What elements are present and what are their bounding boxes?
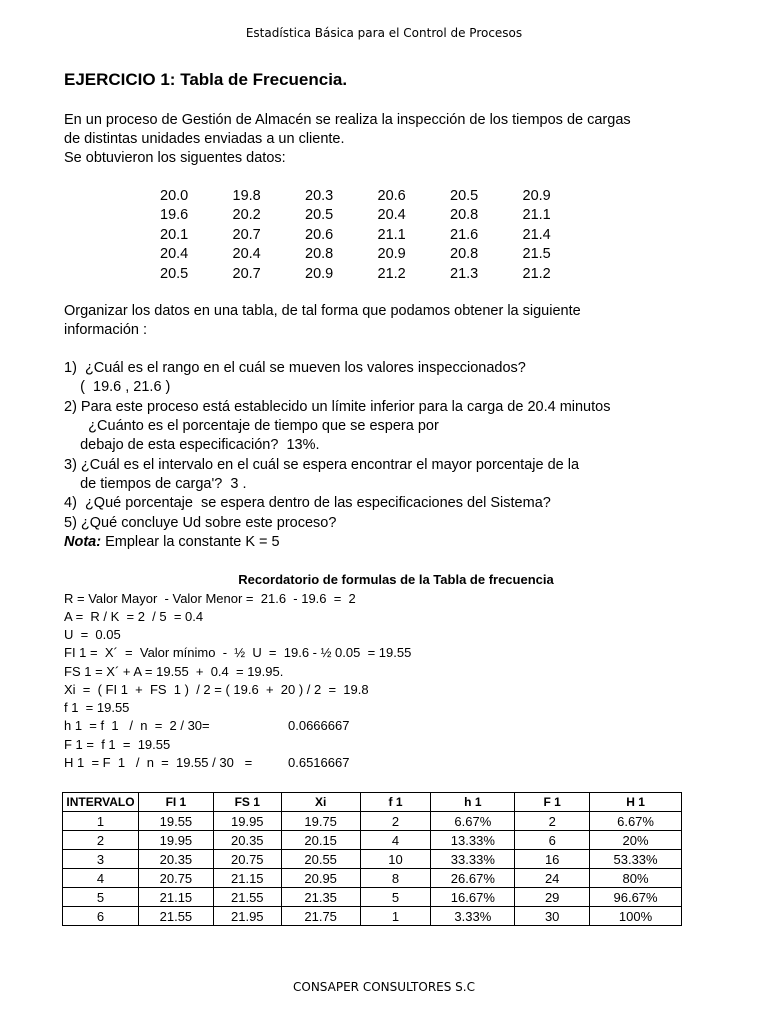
column-header: Xi bbox=[281, 793, 360, 812]
data-cell: 20.6 bbox=[305, 226, 334, 243]
column-header: H 1 bbox=[590, 793, 682, 812]
data-cell: 20.4 bbox=[232, 246, 261, 263]
data-cell: 20.3 bbox=[305, 188, 334, 204]
intro-line-1: En un proceso de Gestión de Almacén se realiza la inspección de los tiempos de cargas bbox=[64, 112, 631, 128]
table-cell: 20.95 bbox=[281, 869, 360, 888]
table-cell: 4 bbox=[360, 831, 431, 850]
table-cell: 20.55 bbox=[281, 850, 360, 869]
table-cell: 2 bbox=[360, 812, 431, 831]
table-cell: 19.95 bbox=[213, 812, 281, 831]
data-cell: 20.1 bbox=[160, 226, 189, 243]
column-header: f 1 bbox=[360, 793, 431, 812]
column-header: FI 1 bbox=[138, 793, 213, 812]
table-cell: 20% bbox=[590, 831, 682, 850]
table-cell: 21.95 bbox=[213, 907, 281, 926]
table-cell: 33.33% bbox=[431, 850, 515, 869]
data-cell: 21.1 bbox=[522, 207, 551, 224]
table-row bbox=[63, 812, 682, 831]
frequency-table bbox=[62, 792, 682, 926]
table-cell: 20.15 bbox=[281, 831, 360, 850]
table-cell: 16 bbox=[515, 850, 590, 869]
data-cell: 20.5 bbox=[450, 188, 479, 204]
data-cell: 20.7 bbox=[232, 265, 261, 282]
table-cell: 26.67% bbox=[431, 869, 515, 888]
data-grid bbox=[160, 187, 595, 284]
data-cell: 20.8 bbox=[305, 246, 334, 263]
table-cell: 6 bbox=[63, 907, 139, 926]
table-cell: 21.15 bbox=[138, 888, 213, 907]
table-cell: 20.35 bbox=[138, 850, 213, 869]
organize-line-1: Organizar los datos en una tabla, de tal forma que podamos obtener la siguiente bbox=[64, 303, 581, 319]
table-cell: 8 bbox=[360, 869, 431, 888]
nota-line bbox=[64, 533, 280, 552]
table-row bbox=[63, 907, 682, 926]
formula-line: FS 1 = X´ + A = 19.55 + 0.4 = 19.95. bbox=[64, 664, 284, 679]
column-header: h 1 bbox=[431, 793, 515, 812]
data-cell: 21.2 bbox=[377, 265, 406, 282]
table-cell: 10 bbox=[360, 850, 431, 869]
formula-line: f 1 = 19.55 bbox=[64, 700, 130, 715]
table-cell: 96.67% bbox=[590, 888, 682, 907]
organize-line-2: información : bbox=[64, 322, 148, 338]
table-cell: 6 bbox=[515, 831, 590, 850]
question-line: 2) Para este proceso está establecido un límite inferior para la carga de 20.4 minutos bbox=[64, 399, 611, 415]
page-footer: CONSAPER CONSULTORES S.C bbox=[293, 980, 475, 994]
data-cell: 19.8 bbox=[232, 188, 261, 204]
table-cell: 6.67% bbox=[431, 812, 515, 831]
table-cell: 1 bbox=[360, 907, 431, 926]
data-cell: 20.8 bbox=[450, 246, 479, 263]
formula-line: R = Valor Mayor - Valor Menor = 21.6 - 19.6 = 2 bbox=[64, 591, 356, 606]
table-cell: 21.55 bbox=[213, 888, 281, 907]
formula-value: 0.6516667 bbox=[288, 755, 350, 770]
data-cell: 20.2 bbox=[232, 207, 261, 224]
data-cell: 20.6 bbox=[377, 188, 406, 204]
intro-line-3: Se obtuvieron los siguentes datos: bbox=[64, 150, 286, 166]
question-line: debajo de esta especificación? 13%. bbox=[64, 437, 320, 453]
table-header-row bbox=[63, 793, 682, 812]
table-cell: 19.95 bbox=[138, 831, 213, 850]
data-cell: 21.1 bbox=[377, 226, 406, 243]
nota-text: Emplear la constante K = 5 bbox=[101, 534, 280, 550]
question-line: 1) ¿Cuál es el rango en el cuál se mueven los valores inspeccionados? bbox=[64, 360, 526, 376]
question-line: ( 19.6 , 21.6 ) bbox=[64, 379, 171, 395]
table-cell: 53.33% bbox=[590, 850, 682, 869]
formula-line: h 1 = f 1 / n = 2 / 30= bbox=[64, 718, 210, 733]
data-cell: 20.9 bbox=[522, 188, 551, 204]
table-row bbox=[63, 850, 682, 869]
formula-line: F 1 = f 1 = 19.55 bbox=[64, 737, 171, 752]
data-cell: 20.8 bbox=[450, 207, 479, 224]
table-cell: 21.75 bbox=[281, 907, 360, 926]
question-line: de tiempos de carga'? 3 . bbox=[64, 476, 247, 492]
data-row bbox=[160, 265, 595, 284]
table-cell: 20.35 bbox=[213, 831, 281, 850]
data-cell: 20.9 bbox=[377, 246, 406, 263]
table-cell: 20.75 bbox=[138, 869, 213, 888]
table-cell: 29 bbox=[515, 888, 590, 907]
data-cell: 20.0 bbox=[160, 188, 189, 204]
table-cell: 5 bbox=[360, 888, 431, 907]
table-cell: 21.15 bbox=[213, 869, 281, 888]
formula-line: H 1 = F 1 / n = 19.55 / 30 = bbox=[64, 755, 253, 770]
table-row bbox=[63, 888, 682, 907]
formula-line: FI 1 = X´ = Valor mínimo - ½ U = 19.6 - ½ 0.05 = 19.55 bbox=[64, 645, 412, 660]
question-line: 3) ¿Cuál es el intervalo en el cuál se espera encontrar el mayor porcentaje de la bbox=[64, 457, 580, 473]
data-row bbox=[160, 206, 595, 225]
table-cell: 20.75 bbox=[213, 850, 281, 869]
column-header: F 1 bbox=[515, 793, 590, 812]
exercise-title: EJERCICIO 1: Tabla de Frecuencia. bbox=[64, 70, 348, 89]
formula-line: Xi = ( FI 1 + FS 1 ) / 2 = ( 19.6 + 20 ) / 2 = 19.8 bbox=[64, 682, 369, 697]
intro-line-2: de distintas unidades enviadas a un cliente. bbox=[64, 131, 345, 147]
data-cell: 20.4 bbox=[160, 246, 189, 263]
data-cell: 20.5 bbox=[305, 207, 334, 224]
formula-line: U = 0.05 bbox=[64, 627, 121, 642]
table-cell: 13.33% bbox=[431, 831, 515, 850]
data-cell: 20.4 bbox=[377, 207, 406, 224]
table-cell: 21.35 bbox=[281, 888, 360, 907]
table-cell: 24 bbox=[515, 869, 590, 888]
table-cell: 2 bbox=[63, 831, 139, 850]
table-cell: 3 bbox=[63, 850, 139, 869]
data-cell: 19.6 bbox=[160, 207, 189, 224]
formula-value: 0.0666667 bbox=[288, 718, 350, 733]
table-cell: 1 bbox=[63, 812, 139, 831]
data-row bbox=[160, 245, 595, 264]
table-cell: 3.33% bbox=[431, 907, 515, 926]
table-cell: 16.67% bbox=[431, 888, 515, 907]
table-row bbox=[63, 831, 682, 850]
data-cell: 21.6 bbox=[450, 226, 479, 243]
table-row bbox=[63, 869, 682, 888]
formula-title: Recordatorio de formulas de la Tabla de frecuencia bbox=[238, 572, 554, 587]
table-cell: 19.55 bbox=[138, 812, 213, 831]
table-cell: 21.55 bbox=[138, 907, 213, 926]
data-cell: 21.4 bbox=[522, 226, 551, 243]
data-cell: 21.3 bbox=[450, 265, 479, 282]
data-row bbox=[160, 226, 595, 245]
table-cell: 2 bbox=[515, 812, 590, 831]
table-cell: 19.75 bbox=[281, 812, 360, 831]
table-cell: 4 bbox=[63, 869, 139, 888]
table-cell: 30 bbox=[515, 907, 590, 926]
column-header: FS 1 bbox=[213, 793, 281, 812]
column-header: INTERVALO bbox=[63, 793, 139, 812]
question-line: 5) ¿Qué concluye Ud sobre este proceso? bbox=[64, 515, 337, 531]
nota-label: Nota: bbox=[64, 534, 102, 550]
table-cell: 80% bbox=[590, 869, 682, 888]
question-line: ¿Cuánto es el porcentaje de tiempo que se espera por bbox=[64, 418, 439, 434]
question-line: 4) ¿Qué porcentaje se espera dentro de las especificaciones del Sistema? bbox=[64, 495, 551, 511]
data-cell: 20.7 bbox=[232, 226, 261, 243]
page-header: Estadística Básica para el Control de Procesos bbox=[245, 26, 523, 40]
data-cell: 21.2 bbox=[522, 265, 551, 282]
formula-line: A = R / K = 2 / 5 = 0.4 bbox=[64, 609, 204, 624]
data-cell: 20.9 bbox=[305, 265, 334, 282]
table-cell: 100% bbox=[590, 907, 682, 926]
data-cell: 20.5 bbox=[160, 265, 189, 282]
data-row bbox=[160, 187, 595, 206]
data-cell: 21.5 bbox=[522, 246, 551, 263]
table-cell: 5 bbox=[63, 888, 139, 907]
table-cell: 6.67% bbox=[590, 812, 682, 831]
